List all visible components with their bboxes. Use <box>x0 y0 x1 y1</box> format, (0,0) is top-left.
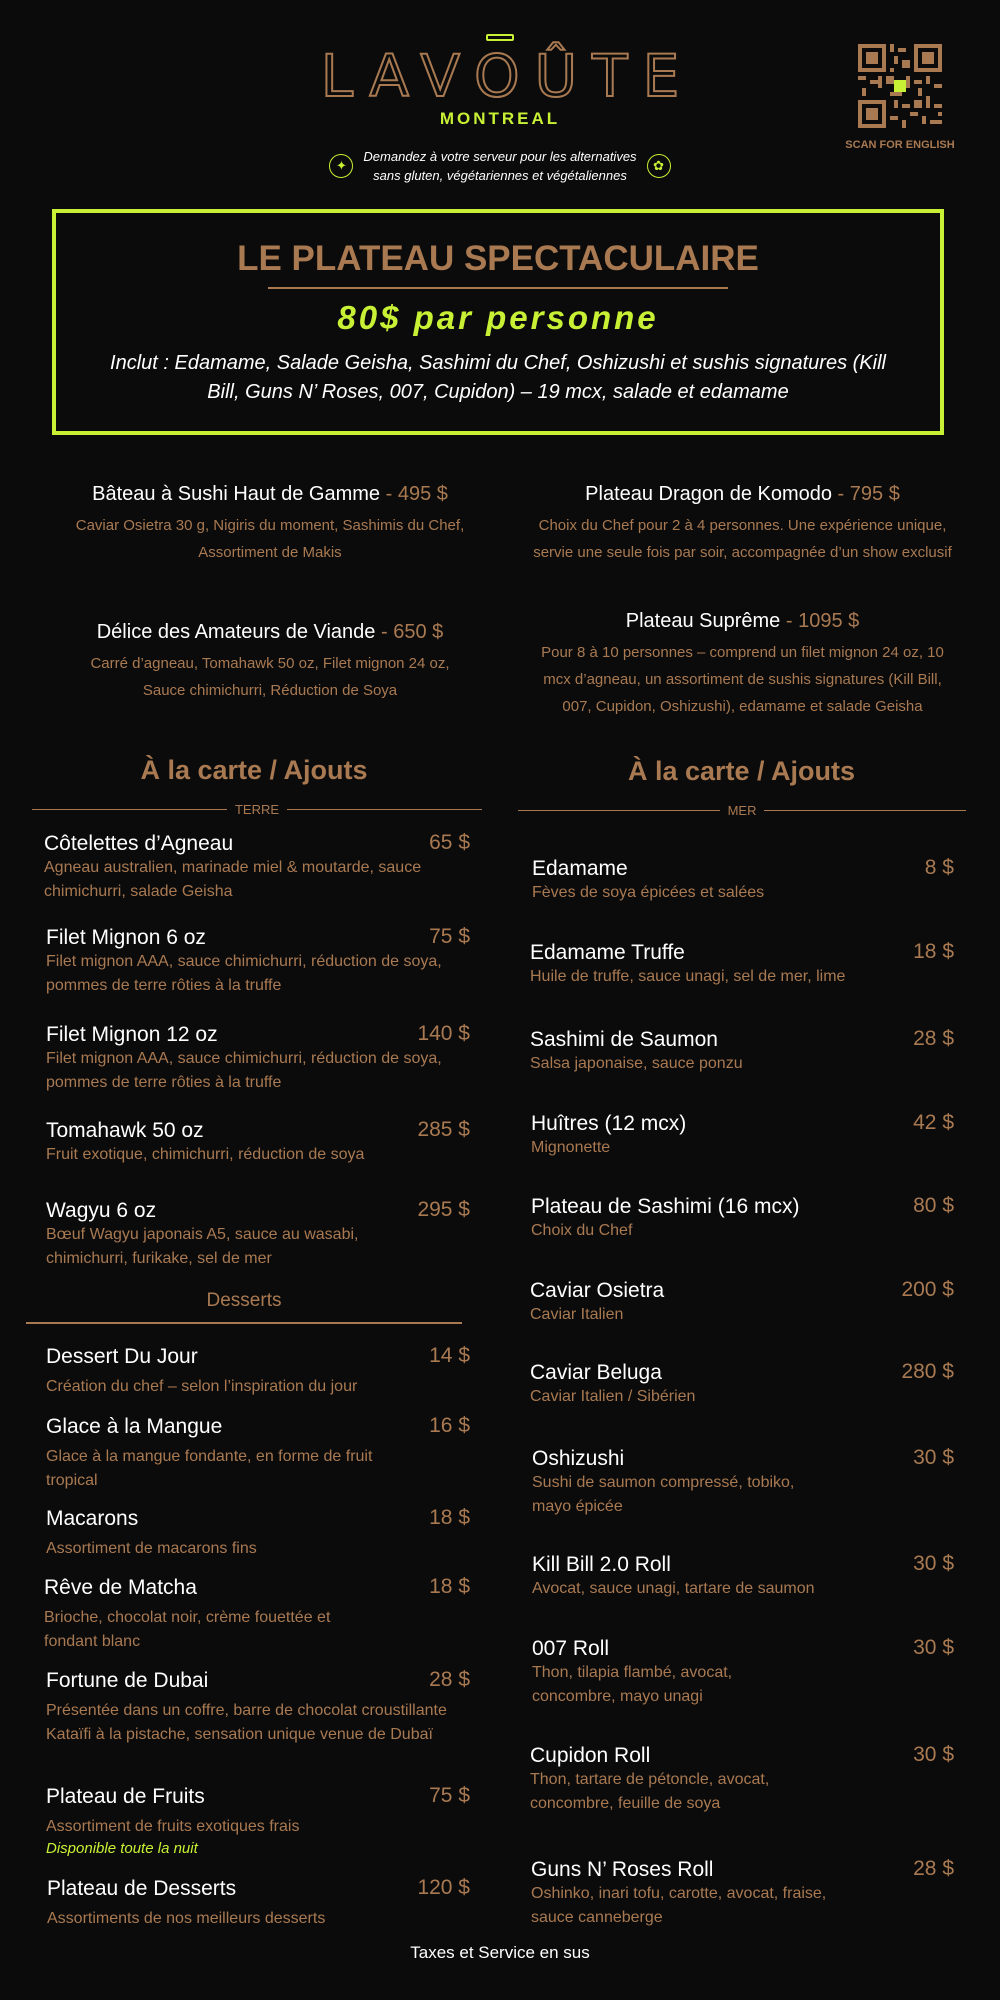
item-name: Côtelettes d’Agneau <box>44 832 234 855</box>
item-price: 30 $ <box>913 1552 954 1575</box>
section-divider-mer <box>518 803 966 818</box>
logo-name: LAVOÛTE <box>320 42 695 110</box>
platter-description: Choix du Chef pour 2 à 4 personnes. Une expérience unique, servie une seule fois par soir, accompagnée d’un show exclusif <box>533 517 952 561</box>
platter-price: - 1095 $ <box>780 610 860 632</box>
item-price: 295 $ <box>417 1198 470 1221</box>
featured-divider <box>268 287 728 289</box>
menu-item <box>532 1636 954 1709</box>
item-description: Oshinko, inari tofu, carotte, avocat, fraise, sauce canneberge <box>531 1885 827 1926</box>
dessert-item <box>46 1668 470 1747</box>
menu-item <box>531 1111 954 1160</box>
featured-title: LE PLATEAU SPECTACULAIRE <box>237 239 759 278</box>
item-price: 80 $ <box>913 1194 954 1217</box>
item-name: Tomahawk 50 oz <box>46 1119 204 1142</box>
platter-price: - 495 $ <box>380 483 448 505</box>
leaf-icon: ✦ <box>329 154 353 178</box>
item-price: 75 $ <box>429 1784 470 1807</box>
divider-label: TERRE <box>234 802 280 817</box>
item-description: Thon, tilapia flambé, avocat, concombre, mayo unagi <box>532 1664 733 1705</box>
dietary-notice <box>0 147 1000 185</box>
footer-note: Taxes et Service en sus <box>410 1943 590 1962</box>
item-description: Création du chef – selon l’inspiration du jour <box>46 1378 358 1395</box>
item-price: 14 $ <box>429 1344 470 1367</box>
platter-price: - 795 $ <box>832 483 900 505</box>
item-price: 30 $ <box>913 1743 954 1766</box>
item-name: Oshizushi <box>532 1447 625 1470</box>
platter-description: Caviar Osietra 30 g, Nigiris du moment, Sashimis du Chef, Assortiment de Makis <box>75 517 465 561</box>
item-name: Cupidon Roll <box>530 1744 651 1767</box>
item-description: Salsa japonaise, sauce ponzu <box>530 1055 743 1072</box>
menu-item <box>530 940 954 989</box>
section-divider-terre <box>32 802 482 817</box>
restaurant-logo <box>0 34 1000 129</box>
menu-item <box>532 1552 954 1601</box>
section-title-terre: À la carte / Ajouts <box>140 755 368 785</box>
item-name: Filet Mignon 6 oz <box>46 926 206 949</box>
divider-label: MER <box>727 803 757 818</box>
menu-item <box>530 1278 954 1327</box>
item-name: Plateau de Sashimi (16 mcx) <box>531 1195 800 1218</box>
item-description: Présentée dans un coffre, barre de chocolat croustillante Kataïfi à la pistache, sensation unique venue de Dubaï <box>46 1702 447 1743</box>
item-name: Edamame Truffe <box>530 941 685 964</box>
dessert-item <box>46 1414 470 1493</box>
item-price: 200 $ <box>901 1278 954 1301</box>
menu-item <box>46 1198 470 1271</box>
item-description: Assortiment de macarons fins <box>46 1540 257 1557</box>
item-price: 30 $ <box>913 1636 954 1659</box>
menu-item <box>44 831 470 904</box>
item-name: Caviar Osietra <box>530 1279 665 1302</box>
qr-code-icon[interactable] <box>858 44 942 128</box>
item-description: Assortiments de nos meilleurs desserts <box>47 1910 326 1927</box>
dessert-item <box>46 1344 470 1399</box>
wheat-icon: ✿ <box>647 154 671 178</box>
item-name: Dessert Du Jour <box>46 1345 198 1368</box>
notice-line-2: sans gluten, végétariennes et végétaliennes <box>373 168 627 183</box>
item-description: Bœuf Wagyu japonais A5, sauce au wasabi, chimichurri, furikake, sel de mer <box>46 1226 359 1267</box>
dessert-item <box>46 1506 470 1561</box>
qr-label: SCAN FOR ENGLISH <box>845 139 955 151</box>
item-availability-note: Disponible toute la nuit <box>46 1840 198 1857</box>
menu-item <box>530 1360 954 1409</box>
menu-item <box>46 1118 470 1167</box>
item-description: Avocat, sauce unagi, tartare de saumon <box>532 1580 815 1597</box>
dessert-item <box>47 1876 470 1931</box>
item-name: Plateau de Desserts <box>47 1877 237 1900</box>
item-price: 16 $ <box>429 1414 470 1437</box>
menu-item <box>530 1027 954 1076</box>
item-name: Huîtres (12 mcx) <box>531 1112 687 1135</box>
platter-description: Pour 8 à 10 personnes – comprend un filet mignon 24 oz, 10 mcx d’agneau, un assortiment de sushis signatures (Kill Bill, 007, Cupidon, Oshizushi), edamame et salade Geisha <box>541 644 944 715</box>
menu-item <box>46 1022 470 1095</box>
item-description: Huile de truffe, sauce unagi, sel de mer, lime <box>530 968 846 985</box>
item-description: Brioche, chocolat noir, crème fouettée et fondant blanc <box>44 1609 331 1650</box>
dessert-item <box>44 1575 470 1654</box>
platter-name: Plateau Suprême <box>625 610 781 632</box>
platter-name: Délice des Amateurs de Viande <box>96 621 376 643</box>
item-price: 280 $ <box>901 1360 954 1383</box>
platter-name: Bâteau à Sushi Haut de Gamme <box>92 483 381 505</box>
item-description: Caviar Italien <box>530 1306 624 1323</box>
item-description: Assortiment de fruits exotiques frais <box>46 1818 300 1835</box>
item-name: Caviar Beluga <box>530 1361 662 1384</box>
item-price: 18 $ <box>429 1506 470 1529</box>
item-name: Rêve de Matcha <box>44 1576 197 1599</box>
logo-city: MONTREAL <box>439 109 561 128</box>
platter-price: - 650 $ <box>375 621 444 643</box>
item-price: 30 $ <box>913 1446 954 1469</box>
item-price: 8 $ <box>924 856 954 879</box>
item-description: Fèves de soya épicées et salées <box>532 884 765 901</box>
item-description: Filet mignon AAA, sauce chimichurri, réduction de soya, pommes de terre rôties à la truffe <box>46 953 442 994</box>
featured-platter-box <box>52 209 944 435</box>
item-name: Kill Bill 2.0 Roll <box>532 1553 671 1576</box>
item-price: 120 $ <box>417 1876 470 1899</box>
menu-item <box>532 1446 954 1519</box>
item-name: Glace à la Mangue <box>46 1415 223 1438</box>
item-name: Sashimi de Saumon <box>530 1028 718 1051</box>
item-price: 75 $ <box>429 925 470 948</box>
dessert-item <box>46 1784 470 1859</box>
item-description: Glace à la mangue fondante, en forme de fruit tropical <box>46 1448 373 1489</box>
item-description: Sushi de saumon compressé, tobiko, mayo épicée <box>532 1474 795 1515</box>
item-description: Filet mignon AAA, sauce chimichurri, réduction de soya, pommes de terre rôties à la truffe <box>46 1050 442 1091</box>
item-price: 18 $ <box>913 940 954 963</box>
item-price: 65 $ <box>429 831 470 854</box>
item-description: Agneau australien, marinade miel & moutarde, sauce chimichurri, salade Geisha <box>44 859 422 900</box>
platter-name: Plateau Dragon de Komodo <box>585 483 832 505</box>
featured-description: Inclut : Edamame, Salade Geisha, Sashimi du Chef, Oshizushi et sushis signatures (Kill Bill, Guns N’ Roses, 007, Cupidon) – 19 mcx, salade et edamame <box>110 352 886 403</box>
item-description: Choix du Chef <box>531 1222 633 1239</box>
item-description: Thon, tartare de pétoncle, avocat, concombre, feuille de soya <box>530 1771 770 1812</box>
menu-item <box>46 925 470 998</box>
item-price: 42 $ <box>913 1111 954 1134</box>
platter-description: Carré d’agneau, Tomahawk 50 oz, Filet mignon 24 oz, Sauce chimichurri, Réduction de Soya <box>90 655 450 699</box>
item-name: Macarons <box>46 1507 139 1530</box>
logo-accent-bar <box>486 34 514 41</box>
item-price: 285 $ <box>417 1118 470 1141</box>
item-name: 007 Roll <box>532 1637 610 1660</box>
item-description: Mignonette <box>531 1139 611 1156</box>
section-title-mer: À la carte / Ajouts <box>627 756 856 786</box>
menu-item <box>531 1194 954 1243</box>
item-price: 18 $ <box>429 1575 470 1598</box>
item-description: Fruit exotique, chimichurri, réduction de soya <box>46 1146 365 1163</box>
item-price: 28 $ <box>913 1857 954 1880</box>
item-name: Filet Mignon 12 oz <box>46 1023 218 1046</box>
item-price: 28 $ <box>429 1668 470 1691</box>
item-price: 140 $ <box>417 1022 470 1045</box>
menu-item <box>531 1857 954 1930</box>
platter-item <box>530 483 955 566</box>
item-description: Caviar Italien / Sibérien <box>530 1388 696 1405</box>
desserts-title: Desserts <box>206 1290 282 1311</box>
item-name: Plateau de Fruits <box>46 1785 205 1808</box>
item-name: Guns N’ Roses Roll <box>531 1858 714 1881</box>
platter-item <box>530 610 955 720</box>
platter-item <box>70 621 470 704</box>
notice-line-1: Demandez à votre serveur pour les alternatives <box>363 149 637 164</box>
item-name: Wagyu 6 oz <box>46 1199 157 1222</box>
menu-item <box>532 856 954 905</box>
desserts-divider <box>26 1322 462 1324</box>
featured-price: 80$ par personne <box>337 299 659 336</box>
menu-item <box>530 1743 954 1816</box>
item-name: Fortune de Dubai <box>46 1669 209 1692</box>
platter-item <box>70 483 470 566</box>
item-price: 28 $ <box>913 1027 954 1050</box>
item-name: Edamame <box>532 857 628 880</box>
